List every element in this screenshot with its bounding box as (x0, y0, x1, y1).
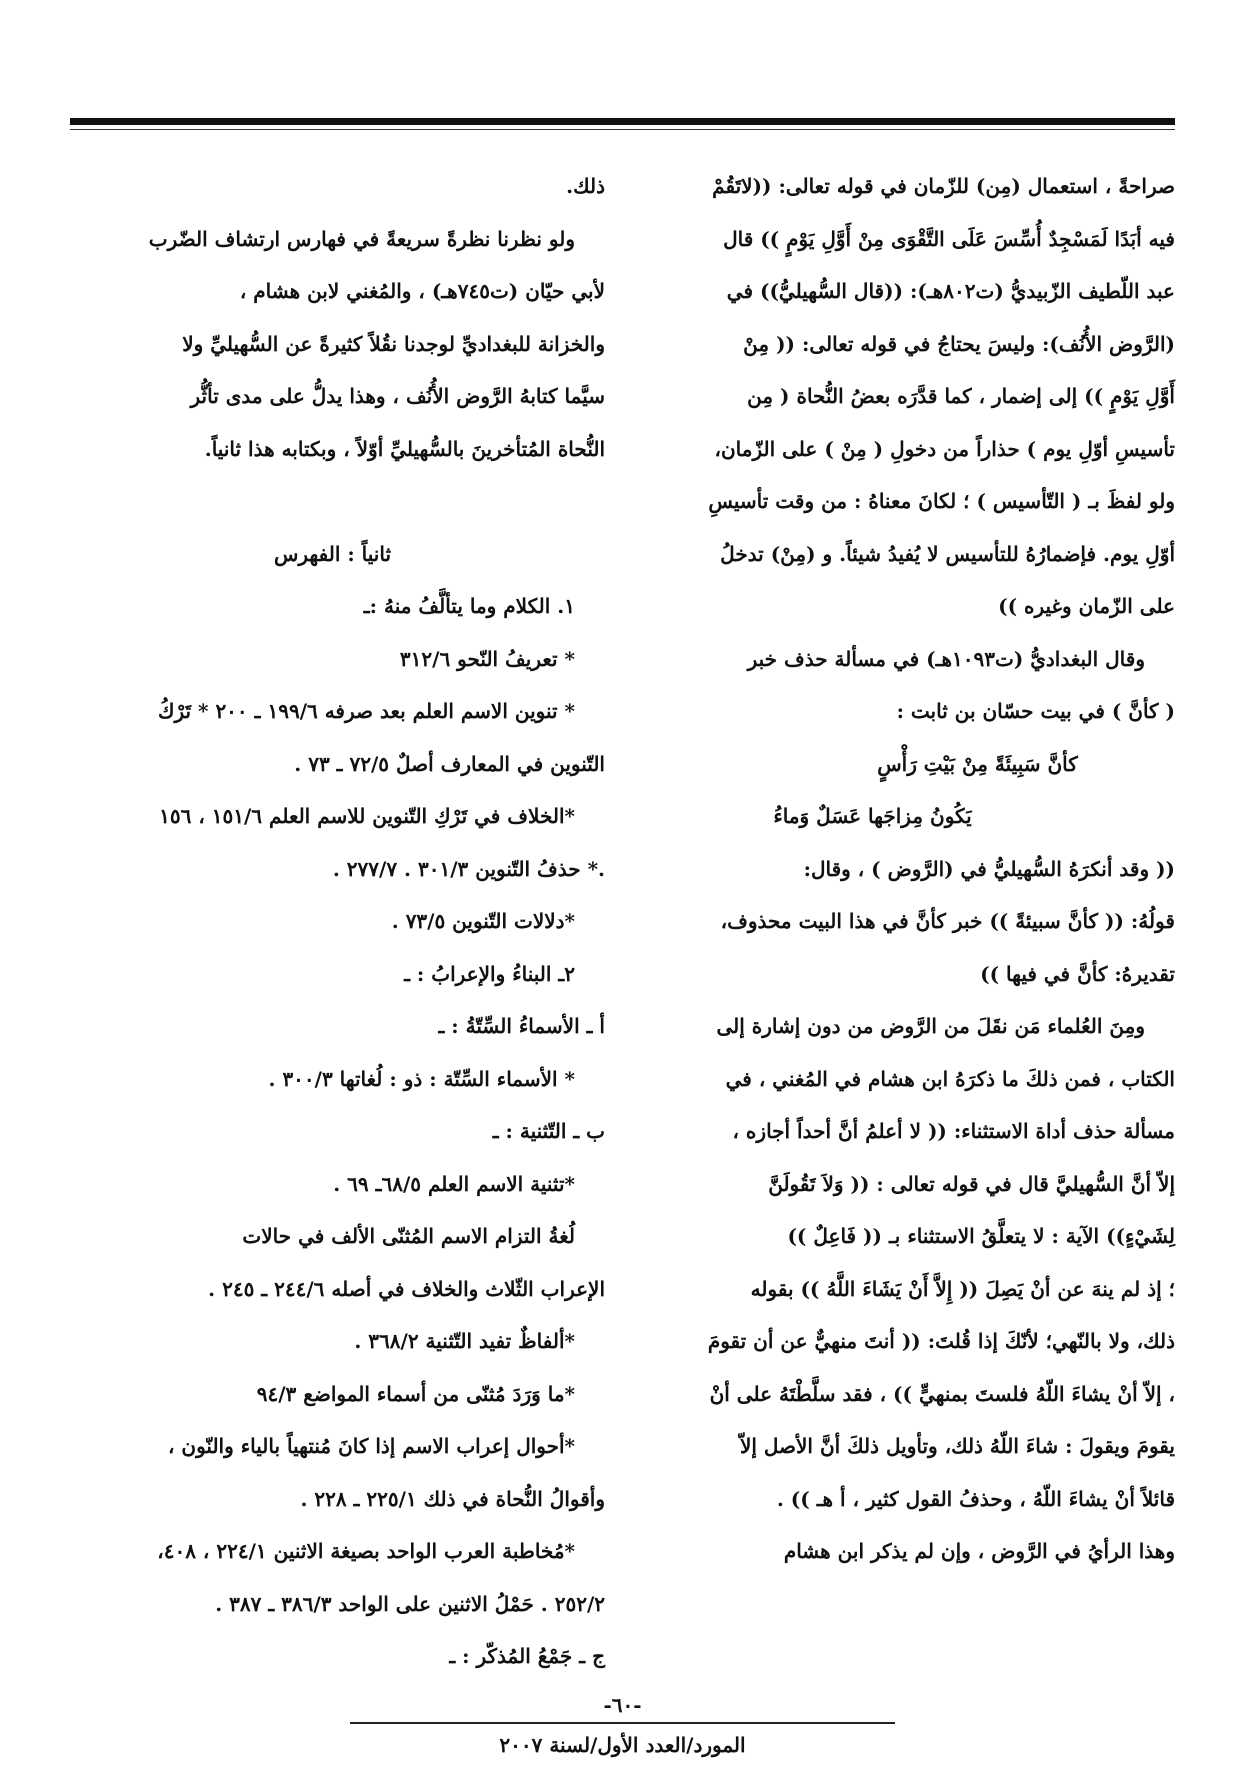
text-line: ؛ إذ لم ينهَ عن أنْ يَصِلَ (( إِلاَّ أَنْ يَشَاءَ اللَّهُ )) بقوله (750, 1276, 1175, 1301)
index-entry: *دلالات التّنوين ٧٣/٥ . (391, 909, 575, 933)
text-line: لِشَيْءٍ)) الآية : لا يتعلَّقُ الاستثناء بـ (( فَاعِلٌ )) (787, 1224, 1175, 1248)
index-entry: التّنوين في المعارف أصلٌ ٧٢/٥ ـ ٧٣ . (294, 751, 605, 776)
text-line: تأسيسِ أوّلِ يوم ) حذاراً من دخولِ ( مِنْ ) على الزّمان، (714, 436, 1175, 461)
index-entry: *أحوال إعراب الاسم إذا كانَ مُنتهياً بالياء والنّون ، (167, 1434, 575, 1458)
text-line: سيَّما كتابهُ الرَّوض الأُنُف ، وهذا يدلُّ على مدى تأثُّر (190, 384, 605, 408)
text-line: الكتاب ، فمن ذلكَ ما ذكرَهُ ابن هشام في المُغني ، في (725, 1066, 1175, 1091)
header-rule (70, 118, 1175, 125)
index-entry: * تنوين الاسم العلم بعد صرفه ١٩٩/٦ ـ ٢٠٠ * تَرْكُ (157, 699, 575, 723)
right-column (630, 160, 1175, 1613)
text-line: وهذا الرأيُ في الرَّوض ، وإن لم يذكر ابن هشام (783, 1539, 1175, 1563)
index-entry: *ما وَرَدَ مُثنّى من أسماء المواضع ٩٤/٣ (256, 1381, 575, 1406)
text-line: (( وقد أنكرَهُ السُّهيليُّ في (الرَّوض ) ، وقال: (803, 856, 1175, 881)
text-line: ومِنَ العُلماء مَن نقَلَ من الرَّوض من دون إشارة إلى (716, 1014, 1145, 1038)
text-line: تقديرهُ: كأنَّ في فيها )) (980, 961, 1175, 986)
text-line: النُّحاة المُتأخرينَ بالسُّهيليِّ أوّلاً ، وبكتابه هذا ثانياً. (204, 436, 605, 461)
text-line: قائلاً أنْ يشاءَ اللّهُ ، وحذفُ القول كثير ، أ هـ )) . (776, 1486, 1175, 1511)
text-line: قولُهُ: (( كأنَّ سبيئةً )) خبر كأنَّ في هذا البيت محذوف، (720, 909, 1175, 933)
index-entry: وأقوالُ النُّحاة في ذلك ٢٢٥/١ ـ ٢٢٨ . (300, 1486, 605, 1511)
text-line: لأبي حيّان (ت٧٤٥هـ) ، والمُغني لابن هشام ، (239, 279, 605, 303)
index-heading: أ ـ الأسماءُ السِّتّةُ : ـ (438, 1014, 605, 1038)
index-heading: ٢ـ البناءُ والإعرابُ : ـ (404, 961, 575, 986)
page-number: -٦٠- (603, 1693, 642, 1717)
text-line: أَوَّلِ يَوْمٍ )) إلى إضمار ، كما قدَّرَه بعضُ النُّحاة ( مِن (747, 384, 1175, 408)
text-line: مسألة حذف أداة الاستثناء: (( لا أعلمُ أنَّ أحداً أجازه ، (732, 1119, 1175, 1143)
text-line: وقال البغداديُّ (ت١٠٩٣هـ) في مسألة حذف خبر (747, 646, 1145, 671)
text-line: أوّلِ يوم. فإضمارُهُ للتأسيس لا يُفيدُ شيئاً. و (مِنْ) تدخلُ (720, 541, 1175, 566)
index-entry: *الخلاف في تَرْكِ التّنوين للاسم العلم ١٥١/٦ ، ١٥٦ (159, 804, 575, 828)
poem-verse: يَكُونُ مِزاجَها عَسَلٌ وَماءُ (773, 804, 972, 828)
index-entry: *تثنية الاسم العلم ٦٨/٥ـ ٦٩ . (333, 1171, 575, 1196)
journal-issue: المورد/العدد الأول/لسنة ٢٠٠٧ (499, 1733, 746, 1757)
text-line: فيه أبَدًا لَمَسْجِدٌ أُسِّسَ عَلَى التَّقْوَى مِنْ أَوَّلِ يَوْمٍ )) قال (723, 226, 1175, 251)
index-entry: .* حذفُ التّنوين ٣٠١/٣ . ٢٧٧/٧ . (332, 856, 605, 881)
text-line: صراحةً ، استعمال (مِن) للزّمان في قوله تعالى: ((لاتَقُمْ (712, 174, 1175, 198)
text-line: ، إلاّ أنْ يشاءَ اللّهُ فلستَ بمنهيٍّ )) ، فقد سلَّطْتَهُ على أنْ (709, 1381, 1175, 1406)
index-entry: لُغةُ التزام الاسم المُثنّى الألف في حالات (242, 1224, 575, 1248)
text-line: ولو نظرنا نظرةً سريعةً في فهارس ارتشاف الضّرب (148, 226, 575, 251)
index-entry: *ألفاظٌ تفيد التّثنية ٣٦٨/٢ . (354, 1329, 575, 1353)
text-line: ذلك. (566, 174, 605, 198)
index-entry: *مُخاطبة العرب الواحد بصيغة الاثنين ٢٢٤/١ ، ٤٠٨، (157, 1539, 575, 1563)
index-entry: * الأسماء السِّتّة : ذو : لُغاتها ٣٠٠/٣ . (268, 1066, 575, 1091)
header-rule-thin (70, 129, 1175, 130)
text-line: إلاّ أنَّ السُّهيليَّ قال في قوله تعالى : (( وَلاَ تَقُولَنَّ (768, 1171, 1175, 1196)
index-heading: ج ـ جَمْعُ المُذكّر : ـ (449, 1644, 605, 1668)
index-entry: * تعريفُ النّحو ٣١٢/٦ (399, 646, 575, 671)
text-line: والخزانة للبغداديِّ لوجدنا نقُلاً كثيرةً عن السُّهيليِّ ولا (182, 331, 605, 356)
index-heading: ١. الكلام وما يتألَّفُ منهُ :ـ (363, 594, 575, 618)
text-line: يقومَ ويقولَ : شاءَ اللّهُ ذلك، وتأويل ذلكَ أنَّ الأصل إلاّ (739, 1434, 1175, 1458)
poem-verse: كأنَّ سَبِيئَةً مِنْ بَيْتِ رَأْسٍ (877, 751, 1078, 776)
text-line: ذلك، ولا بالنّهي؛ لأنّكَ إذا قُلتَ: (( أنتَ منهيٌّ عن أن تقومَ (707, 1329, 1175, 1353)
text-line: على الزّمان وغيره )) (998, 594, 1175, 618)
index-heading: ب ـ التّثنية : ـ (492, 1119, 605, 1143)
section-heading: ثانياً : الفهرس (273, 541, 392, 566)
text-line: ولو لفظَ بـ ( التّأسيس ) ؛ لكانَ معناهُ : من وقت تأسيسِ (708, 489, 1175, 513)
text-line: عبد اللّطيف الزّبيديُّ (ت٨٠٢هـ): ((قال السُّهيليُّ)) في (726, 279, 1175, 303)
footer-rule (350, 1722, 895, 1724)
text-line: (الرَّوض الأُنُف): وليسَ يحتاجُ في قوله تعالى: (( مِنْ (743, 331, 1175, 356)
left-column (60, 160, 605, 1668)
blank-line (60, 475, 605, 528)
index-entry: ٢٥٢/٢ . حَمْلُ الاثنين على الواحد ٣٨٦/٣ ـ ٣٨٧ . (215, 1591, 605, 1616)
text-line: ( كأنَّ ) في بيت حسّان بن ثابت : (896, 699, 1175, 723)
index-entry: الإعراب الثّلاث والخلاف في أصله ٢٤٤/٦ ـ ٢٤٥ . (208, 1276, 605, 1301)
